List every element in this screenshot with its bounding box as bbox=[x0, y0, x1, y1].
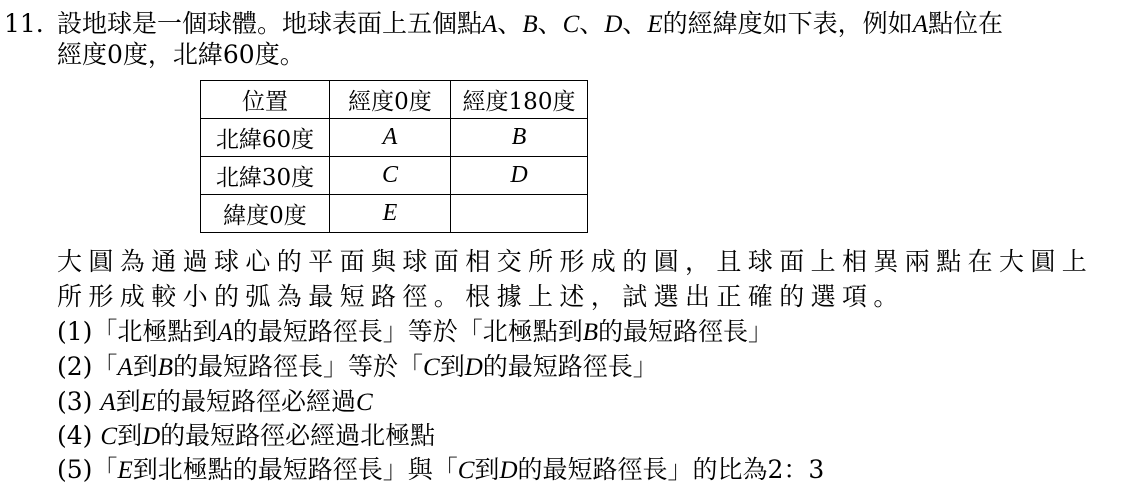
table-header-cell: 位置 bbox=[201, 81, 330, 119]
table-cell: E bbox=[330, 195, 451, 233]
table-cell: C bbox=[330, 157, 451, 195]
definition-line-2: 所形成較小的弧為最短路徑。根據上述，試選出正確的選項。 bbox=[57, 282, 905, 311]
option-5: (5)「E到北極點的最短路徑長」與「C到D的最短路徑長」的比為2：3 bbox=[57, 455, 825, 484]
table-cell bbox=[451, 195, 588, 233]
table-cell: B bbox=[451, 119, 588, 157]
table-row bbox=[201, 157, 588, 195]
definition-line-1: 大圓為通過球心的平面與球面相交所形成的圓，且球面上相異兩點在大圓上 bbox=[57, 247, 1094, 276]
option-1: (1)「北極點到A的最短路徑長」等於「北極點到B的最短路徑長」 bbox=[57, 317, 774, 346]
option-2: (2)「A到B的最短路徑長」等於「C到D的最短路徑長」 bbox=[57, 352, 658, 381]
table-header-row bbox=[201, 81, 588, 119]
table-row bbox=[201, 195, 588, 233]
question-number: 11. bbox=[4, 9, 44, 38]
table-row-label: 北緯60度 bbox=[201, 119, 330, 157]
question-intro-line-2: 經度0度，北緯60度。 bbox=[57, 40, 305, 69]
table-cell: D bbox=[451, 157, 588, 195]
option-3: (3) A到E的最短路徑必經過C bbox=[57, 387, 373, 416]
question-intro-line-1: 設地球是一個球體。地球表面上五個點A、B、C、D、E的經緯度如下表，例如A點位在 bbox=[57, 9, 1003, 38]
coordinates-table bbox=[200, 80, 588, 233]
table-row bbox=[201, 119, 588, 157]
table-header-cell: 經度0度 bbox=[330, 81, 451, 119]
table-row-label: 北緯30度 bbox=[201, 157, 330, 195]
table-cell: A bbox=[330, 119, 451, 157]
option-4: (4) C到D的最短路徑必經過北極點 bbox=[57, 421, 436, 450]
table-row-label: 緯度0度 bbox=[201, 195, 330, 233]
table-header-cell: 經度180度 bbox=[451, 81, 588, 119]
